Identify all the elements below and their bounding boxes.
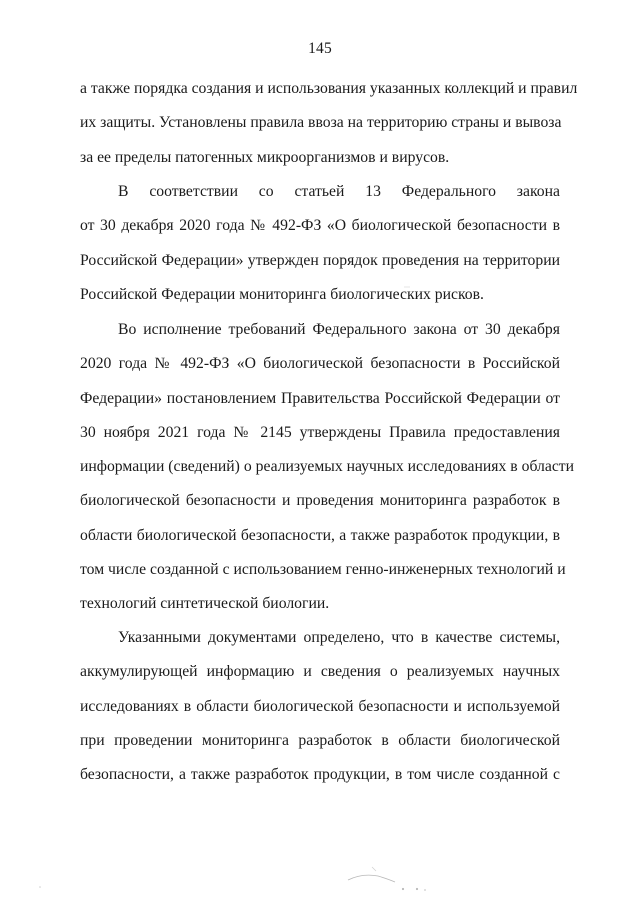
text-line: биологической безопасности и проведения мониторинга разработок в: [80, 492, 560, 510]
text-line: Российской Федерации» утвержден порядок проведения на территории: [80, 251, 560, 269]
text-line: безопасности, а также разработок продукции, в том числе созданной с: [80, 766, 560, 784]
scan-dot: [402, 888, 404, 890]
scan-tick-mark: [372, 867, 376, 871]
scan-dot: [424, 889, 426, 891]
text-line: Российской Федерации мониторинга биологических рисков.: [80, 285, 484, 303]
page-number: 145: [308, 40, 332, 57]
text-line: исследованиях в области биологической безопасности и используемой: [80, 697, 560, 715]
text-line: 2020 года № 492-ФЗ «О биологической безопасности в Российской: [80, 355, 560, 373]
text-line: при проведении мониторинга разработок в области биологической: [80, 731, 560, 749]
text-line: информации (сведений) о реализуемых научных исследованиях в области: [80, 458, 575, 476]
text-line: области биологической безопасности, а также разработок продукции, в: [80, 526, 560, 544]
text-line: Федерации» постановлением Правительства Российской Федерации от: [80, 389, 560, 407]
text-line: В соответствии со статьей 13 Федерального закона: [118, 183, 560, 200]
paragraph-3: [80, 313, 575, 622]
text-line: 30 ноября 2021 года № 2145 утверждены Правила предоставления: [80, 423, 560, 441]
text-line: от 30 декабря 2020 года № 492-ФЗ «О биологической безопасности в: [80, 217, 560, 235]
text-line: том числе созданной с использованием генно-инженерных технологий и: [80, 561, 566, 579]
text-line: Указанными документами определено, что в качестве системы,: [118, 629, 560, 646]
text-line: технологий синтетической биологии.: [80, 595, 330, 613]
paragraph-1: [80, 72, 578, 175]
text-line: Во исполнение требований Федерального закона от 30 декабря: [118, 321, 560, 338]
text-line: их защиты. Установлены правила ввоза на территорию страны и вывоза: [80, 114, 562, 132]
paragraph-4: [80, 621, 560, 792]
text-line: за ее пределы патогенных микроорганизмов и вирусов.: [80, 148, 450, 166]
scan-dot: [39, 886, 41, 888]
paragraph-2: [80, 175, 560, 312]
scan-smudge-mark: [348, 875, 395, 882]
text-line: а также порядка создания и использования указанных коллекций и правил: [80, 80, 578, 97]
scan-dot: [416, 888, 418, 890]
text-line: аккумулирующей информацию и сведения о реализуемых научных: [80, 663, 560, 681]
